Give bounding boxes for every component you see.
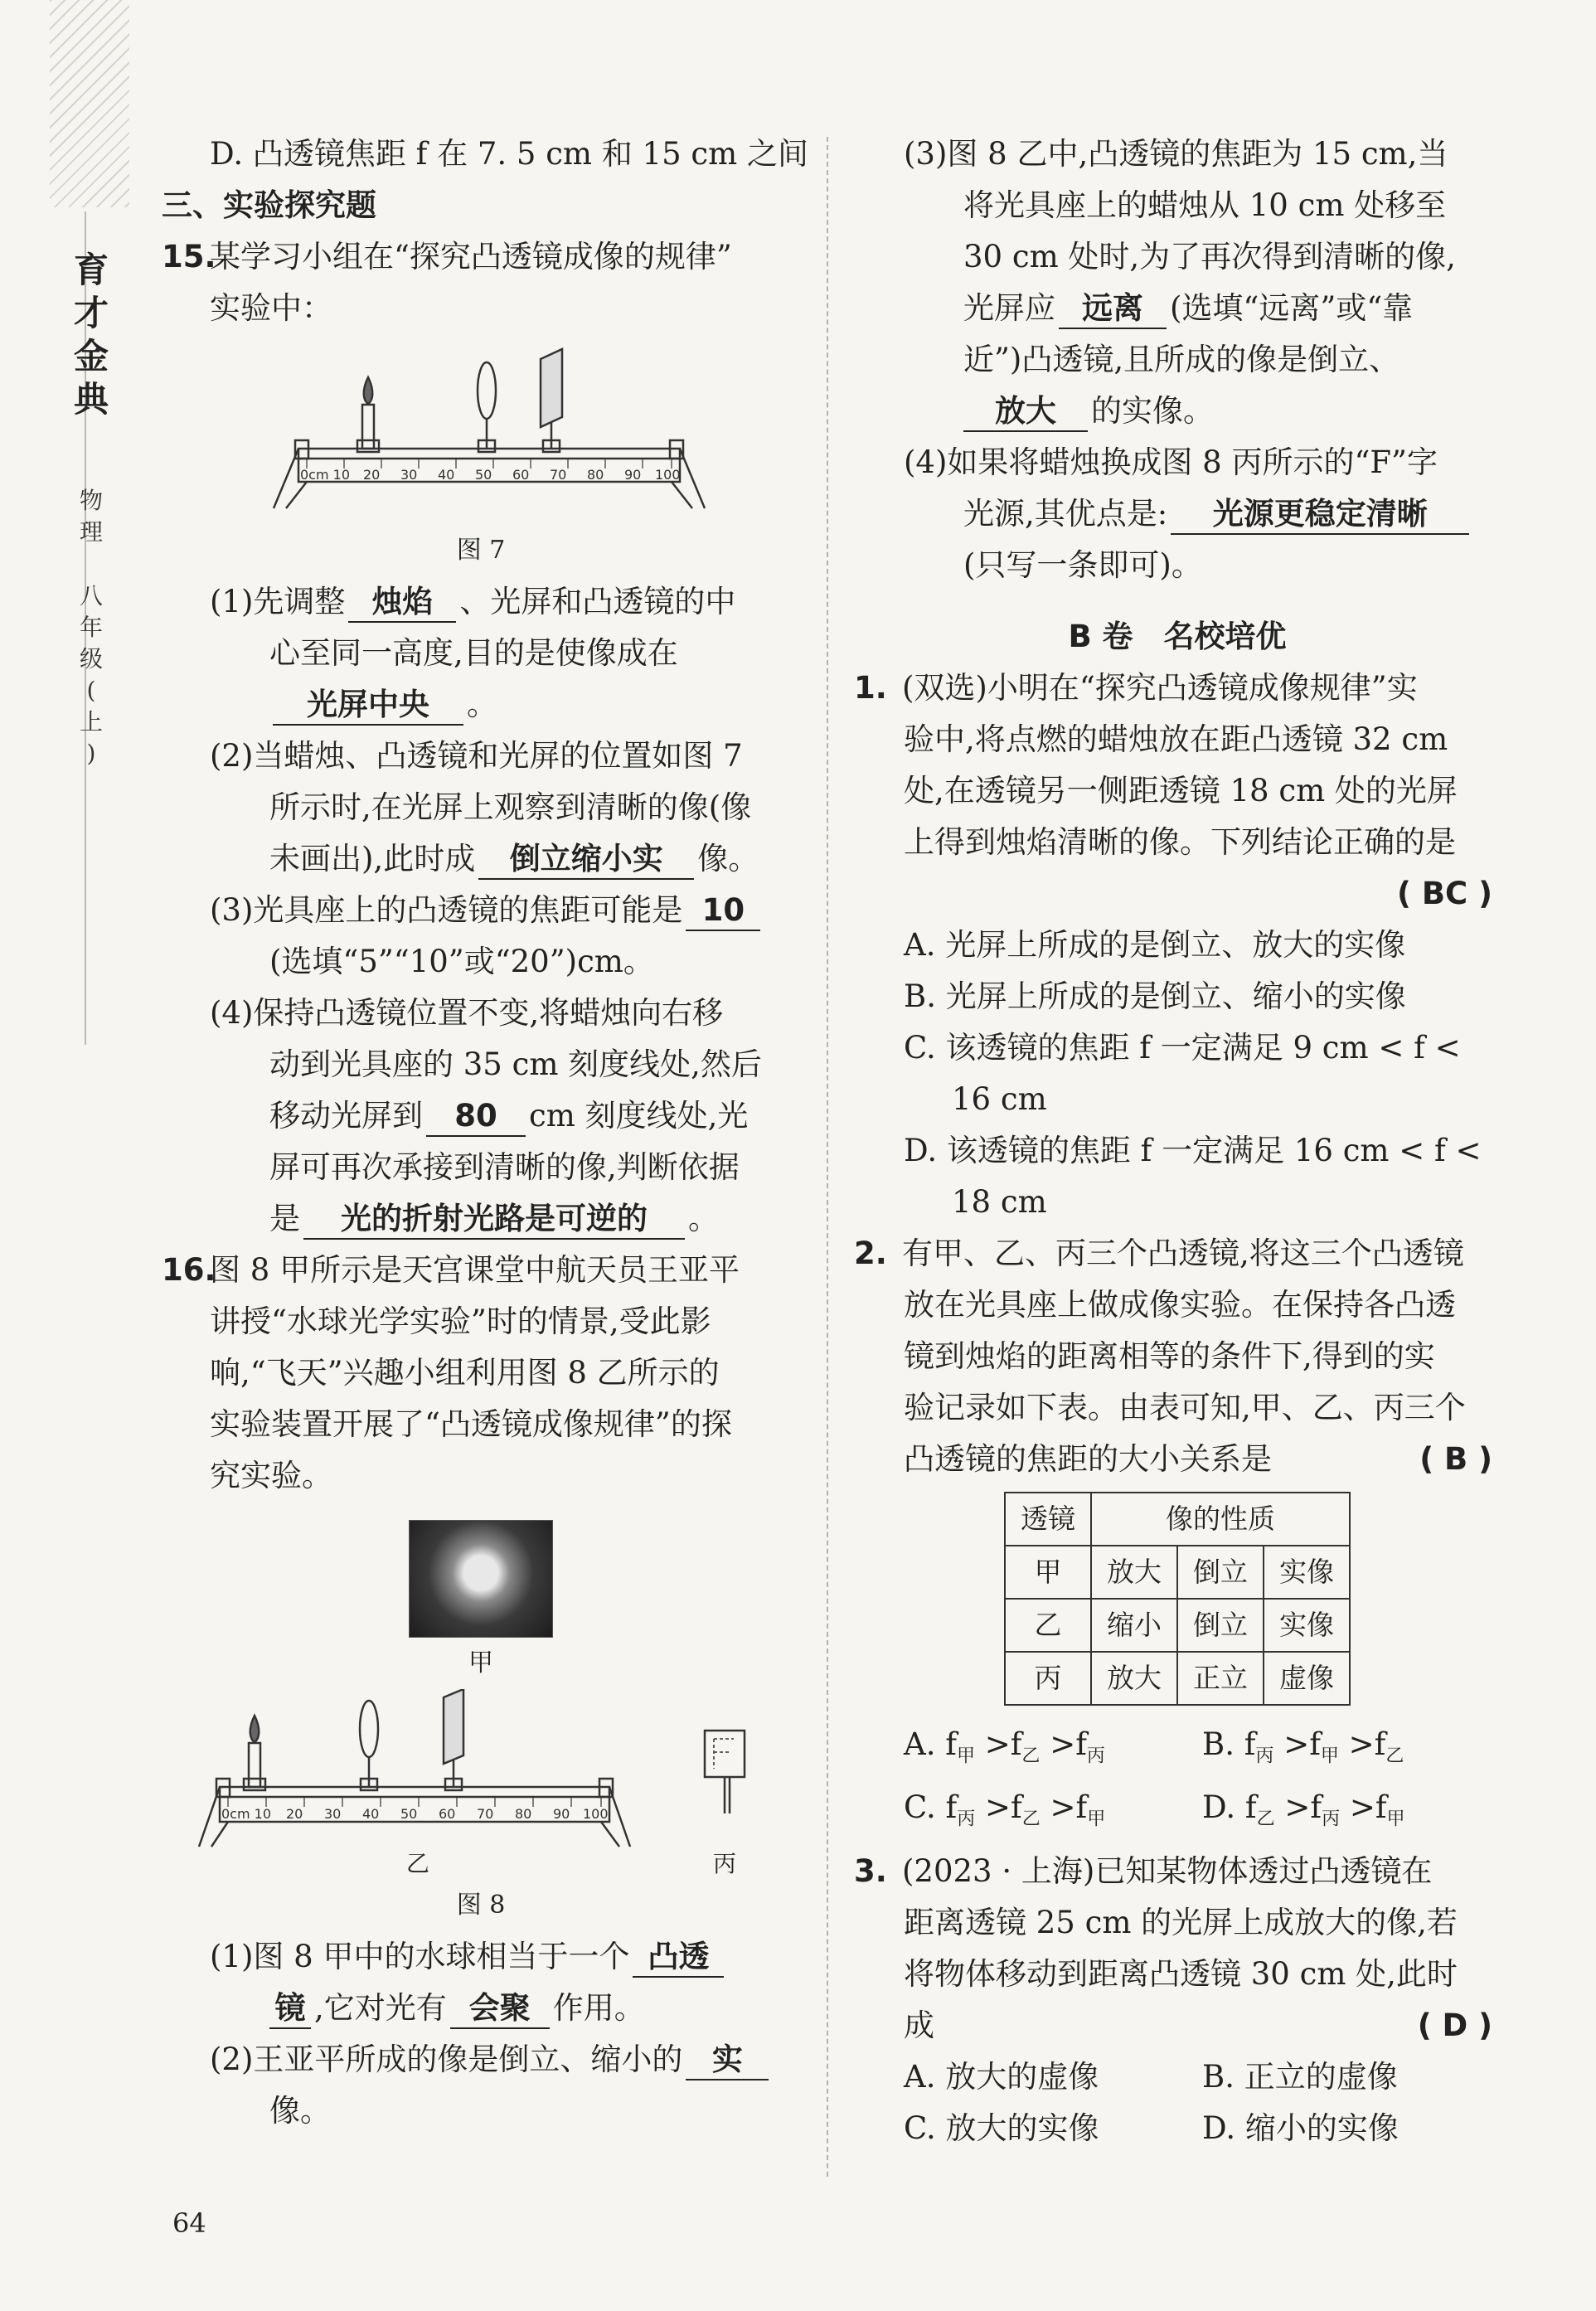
- table-header: 透镜: [1005, 1493, 1091, 1546]
- option-b: B. 光屏上所成的是倒立、缩小的实像: [904, 978, 1406, 1014]
- answer-blank: 镜: [269, 1989, 311, 2029]
- answer-blank: 远离: [1059, 289, 1167, 329]
- flame: [250, 1716, 260, 1742]
- grade-char: 级: [79, 645, 103, 672]
- tick-label: 20: [363, 467, 381, 483]
- q15-part3: [162, 885, 800, 936]
- light-screen: [541, 349, 562, 427]
- q15-part4: (4)保持凸透镜位置不变,将蜡烛向右移: [210, 995, 724, 1031]
- candle: [362, 405, 374, 449]
- q15-part4-cont: 屏可再次承接到清晰的像,判断依据: [269, 1149, 740, 1185]
- tick-label: 40: [438, 467, 455, 483]
- question-number: 16.: [162, 1252, 216, 1288]
- q16-part3-cont: 将光具座上的蜡烛从 10 cm 处移至: [963, 187, 1447, 223]
- table-cell: 缩小: [1091, 1599, 1177, 1652]
- section-heading-b: B 卷 名校培优: [1068, 619, 1287, 654]
- table-cell: 放大: [1091, 1546, 1177, 1599]
- f-light-source: [705, 1731, 745, 1777]
- option-a: A. $f_甲 >f_乙 >f_丙$: [904, 1726, 1105, 1767]
- q16-part4-cont: (只写一条即可)。: [963, 547, 1202, 583]
- figure-8-caption: 图 8: [456, 1891, 506, 1920]
- text: 像。: [697, 841, 759, 876]
- tick-label: 0cm 10: [300, 467, 351, 483]
- q15-part4-cont: [162, 1193, 800, 1245]
- q15-part4-cont: 动到光具座的 35 cm 刻度线处,然后: [269, 1046, 762, 1082]
- answer-blank: 会聚: [450, 1989, 550, 2029]
- q15-part1-cont: 心至同一高度,目的是使像成在: [269, 635, 678, 671]
- grade-char: 上: [79, 708, 103, 736]
- tick-label: 70: [550, 467, 567, 483]
- table-row: [1005, 1599, 1350, 1652]
- q1-line: 验中,将点燃的蜡烛放在距凸透镜 32 cm: [904, 721, 1448, 757]
- tick-label: 30: [324, 1806, 342, 1822]
- text: 作用。: [552, 1990, 645, 2026]
- prev-option-d: D. 凸透镜焦距 f 在 7. 5 cm 和 15 cm 之间: [210, 136, 808, 172]
- question-number: 1.: [854, 670, 887, 706]
- option-d: D. $f_乙 >f_丙 >f_甲$: [1202, 1789, 1405, 1830]
- figure-8-optical-bench: [195, 1689, 767, 1880]
- text: 的实像。: [1091, 393, 1214, 429]
- tick-label: 30: [400, 467, 418, 483]
- answer-blank: 光的折射光路是可逆的: [303, 1200, 685, 1240]
- text: cm 刻度线处,光: [529, 1098, 749, 1134]
- table-cell: 甲: [1005, 1546, 1091, 1599]
- text: 成: [904, 2007, 934, 2043]
- grade-char: 年: [79, 614, 103, 641]
- q15-part1: [162, 576, 800, 628]
- text: 。: [467, 687, 497, 722]
- q16-part4: (4)如果将蜡烛换成图 8 丙所示的“F”字: [904, 444, 1438, 480]
- q16-part3-cont: 30 cm 处时,为了再次得到清晰的像,: [963, 239, 1456, 274]
- tick-label: 60: [439, 1806, 456, 1822]
- text: 移动光屏到: [269, 1098, 423, 1134]
- q15-line: 某学习小组在“探究凸透镜成像的规律”: [210, 239, 732, 274]
- tick-label: 80: [587, 467, 604, 483]
- question-number: 15.: [162, 239, 216, 274]
- figure-8-bing-label: 丙: [713, 1850, 737, 1877]
- q2-options-row: [854, 1719, 1501, 1782]
- text: 凸透镜的焦距的大小关系是: [904, 1441, 1272, 1477]
- q15-part4-cont: [162, 1090, 800, 1142]
- convex-lens: [478, 362, 496, 419]
- text: 光屏应: [963, 290, 1055, 326]
- table-cell: 虚像: [1264, 1652, 1350, 1705]
- subject-char: 物: [79, 487, 103, 514]
- left-column: [162, 129, 808, 2137]
- q16-part2-cont: 像。: [269, 2093, 331, 2129]
- answer-blank: 实: [686, 2041, 769, 2080]
- text: (1)先调整: [210, 584, 346, 619]
- answer-blank: 10: [686, 891, 760, 931]
- q15-part2: (2)当蜡烛、凸透镜和光屏的位置如图 7: [210, 738, 743, 774]
- table-row: [1005, 1652, 1350, 1705]
- q3-options-row: [854, 2051, 1501, 2103]
- q2-line: 放在光具座上做成像实验。在保持各凸透: [904, 1287, 1456, 1323]
- brand-char: 典: [73, 379, 109, 420]
- column-separator: [827, 137, 828, 2177]
- q2-options-row: [854, 1782, 1501, 1845]
- image-properties-table: [1004, 1492, 1351, 1706]
- text: ,它对光有: [314, 1990, 447, 2026]
- q16-part1-cont: [162, 1983, 800, 2034]
- figure-7-caption: 图 7: [456, 536, 506, 565]
- tick-label: 50: [400, 1806, 418, 1822]
- text: (3)光具座上的凸透镜的焦距可能是: [210, 892, 683, 928]
- page-number: 64: [172, 2207, 206, 2239]
- option-c: C. 放大的实像: [904, 2110, 1099, 2146]
- table-cell: 乙: [1005, 1599, 1091, 1652]
- brand-char: 金: [73, 336, 109, 376]
- text: 光源,其优点是:: [963, 496, 1168, 532]
- answer-blank: 光源更稳定清晰: [1171, 495, 1469, 535]
- q15-part2-cont: [162, 833, 800, 885]
- question-b1: [854, 663, 1501, 1228]
- tick-label: 20: [286, 1806, 303, 1822]
- answer-blank: 光屏中央: [273, 686, 463, 726]
- tick-label: 40: [362, 1806, 380, 1822]
- text: 未画出),此时成: [269, 841, 476, 876]
- q3-line: 距离透镜 25 cm 的光屏上成放大的像,若: [904, 1904, 1458, 1940]
- q3-options-row: [854, 2103, 1501, 2154]
- q2-line: 验记录如下表。由表可知,甲、乙、丙三个: [904, 1390, 1466, 1425]
- q1-line: 上得到烛焰清晰的像。下列结论正确的是: [904, 824, 1456, 860]
- option-c-cont: 16 cm: [952, 1081, 1047, 1117]
- text: (2)王亚平所成的像是倒立、缩小的: [210, 2042, 683, 2077]
- tick-label: 0cm 10: [221, 1806, 272, 1822]
- corner-hatch: [50, 0, 129, 207]
- answer-bracket: ( BC ): [1397, 876, 1492, 911]
- tick-label: 90: [624, 467, 642, 483]
- option-a: A. 光屏上所成的是倒立、放大的实像: [904, 927, 1406, 963]
- brand-char: 才: [73, 293, 109, 333]
- q16-part3-cont: [854, 283, 1501, 334]
- tick-label: 60: [512, 467, 530, 483]
- tick-label: 100: [583, 1806, 609, 1822]
- table-cell: 丙: [1005, 1652, 1091, 1705]
- light-screen: [444, 1689, 463, 1764]
- flame: [364, 377, 373, 404]
- tick-label: 70: [477, 1806, 494, 1822]
- question-15: [162, 231, 800, 1245]
- grade-char: ): [86, 740, 96, 767]
- option-b: B. $f_丙 >f_甲 >f_乙$: [1202, 1726, 1404, 1767]
- q16-line: 图 8 甲所示是天宫课堂中航天员王亚平: [210, 1252, 740, 1288]
- text: 、光屏和凸透镜的中: [459, 584, 736, 619]
- grade-vertical: [50, 580, 133, 770]
- table-header: 像的性质: [1091, 1493, 1350, 1546]
- brand-vertical: [50, 249, 133, 421]
- q2-line: 镜到烛焰的距离相等的条件下,得到的实: [904, 1338, 1435, 1374]
- text: 。: [688, 1201, 719, 1236]
- q16-part3: (3)图 8 乙中,凸透镜的焦距为 15 cm,当: [904, 136, 1448, 172]
- table-cell: 倒立: [1177, 1599, 1264, 1652]
- grade-char: (: [86, 677, 96, 704]
- tick-label: 100: [655, 467, 681, 483]
- option-b: B. 正立的虚像: [1202, 2058, 1398, 2095]
- text: 是: [269, 1201, 300, 1236]
- table-cell: 正立: [1177, 1652, 1264, 1705]
- grade-char: 八: [79, 582, 103, 609]
- table-cell: 放大: [1091, 1652, 1177, 1705]
- q16-line: 讲授“水球光学实验”时的情景,受此影: [210, 1304, 711, 1339]
- q16-line: 实验装置开展了“凸透镜成像规律”的探: [210, 1406, 732, 1442]
- q16-part3-cont: 近”)凸透镜,且所成的像是倒立、: [963, 342, 1400, 377]
- q1-line: (双选)小明在“探究凸透镜成像规律”实: [902, 670, 1418, 706]
- table-cell: 实像: [1264, 1546, 1350, 1599]
- answer-bracket: ( B ): [1419, 1441, 1492, 1477]
- answer-bracket: ( D ): [1417, 2007, 1492, 2043]
- q1-line: 处,在透镜另一侧距透镜 18 cm 处的光屏: [904, 773, 1458, 808]
- candle: [249, 1743, 260, 1787]
- question-16: [162, 1245, 800, 2137]
- text: (1)图 8 甲中的水球相当于一个: [210, 1939, 630, 1974]
- answer-blank: 80: [426, 1097, 526, 1137]
- q2-line: [854, 1434, 1501, 1485]
- q15-part1-cont: [162, 679, 800, 731]
- question-number: 3.: [854, 1852, 887, 1889]
- q16-part2: [162, 2034, 800, 2085]
- subject-vertical: [50, 485, 133, 548]
- question-b2: [854, 1228, 1501, 1846]
- right-column: [854, 129, 1501, 2154]
- question-number: 2.: [854, 1236, 887, 1271]
- figure-8-jia-label: 甲: [468, 1648, 493, 1677]
- answer-blank: 倒立缩小实: [478, 840, 694, 880]
- q3-line: [854, 2000, 1501, 2051]
- option-a: A. 放大的虚像: [904, 2058, 1099, 2095]
- f-glyph: [714, 1739, 734, 1769]
- table-header-row: [1005, 1493, 1350, 1546]
- text: (选填“远离”或“靠: [1170, 290, 1414, 326]
- figure-8-yi-label: 乙: [406, 1850, 430, 1877]
- option-d: D. 该透镜的焦距 f 一定满足 16 cm < f <: [904, 1133, 1482, 1168]
- option-d-cont: 18 cm: [952, 1184, 1047, 1220]
- q15-part3-cont: (选填“5”“10”或“20”)cm。: [269, 944, 654, 979]
- tick-label: 80: [515, 1806, 532, 1822]
- question-16-continued: [854, 129, 1501, 591]
- question-b3: [854, 1846, 1501, 2154]
- q3-line: 将物体移动到距离凸透镜 30 cm 处,此时: [904, 1955, 1458, 1992]
- q16-line: 究实验。: [210, 1458, 332, 1493]
- table-row: [1005, 1546, 1350, 1599]
- q2-line: 有甲、乙、丙三个凸透镜,将这三个凸透镜: [902, 1236, 1464, 1271]
- tick-label: 50: [475, 467, 492, 483]
- q16-part3-cont: [854, 386, 1501, 437]
- answer-blank: 凸透: [633, 1938, 724, 1978]
- q15-part2-cont: 所示时,在光屏上观察到清晰的像(像: [269, 789, 752, 825]
- figure-7-optical-bench: [249, 334, 713, 525]
- q15-line: 实验中：: [210, 290, 332, 326]
- option-c: C. 该透镜的焦距 f 一定满足 9 cm < f <: [904, 1030, 1461, 1066]
- option-d: D. 缩小的实像: [1202, 2110, 1399, 2146]
- option-c: C. $f_丙 >f_乙 >f_甲$: [904, 1789, 1106, 1830]
- table-cell: 倒立: [1177, 1546, 1264, 1599]
- brand-char: 育: [73, 250, 109, 290]
- q16-part4-cont: [854, 488, 1501, 540]
- q16-line: 响,“飞天”兴趣小组利用图 8 乙所示的: [210, 1355, 720, 1391]
- q3-line: (2023 · 上海)已知某物体透过凸透镜在: [902, 1852, 1433, 1889]
- subject-char: 理: [79, 518, 103, 546]
- convex-lens: [360, 1701, 378, 1757]
- section-heading-experiment: 三、实验探究题: [162, 187, 376, 223]
- table-cell: 实像: [1264, 1599, 1350, 1652]
- tick-label: 90: [553, 1806, 570, 1822]
- q16-part1: [162, 1931, 800, 1983]
- answer-blank: 放大: [963, 392, 1088, 432]
- water-ball-photo: [409, 1520, 553, 1638]
- answer-blank: 烛焰: [348, 583, 456, 623]
